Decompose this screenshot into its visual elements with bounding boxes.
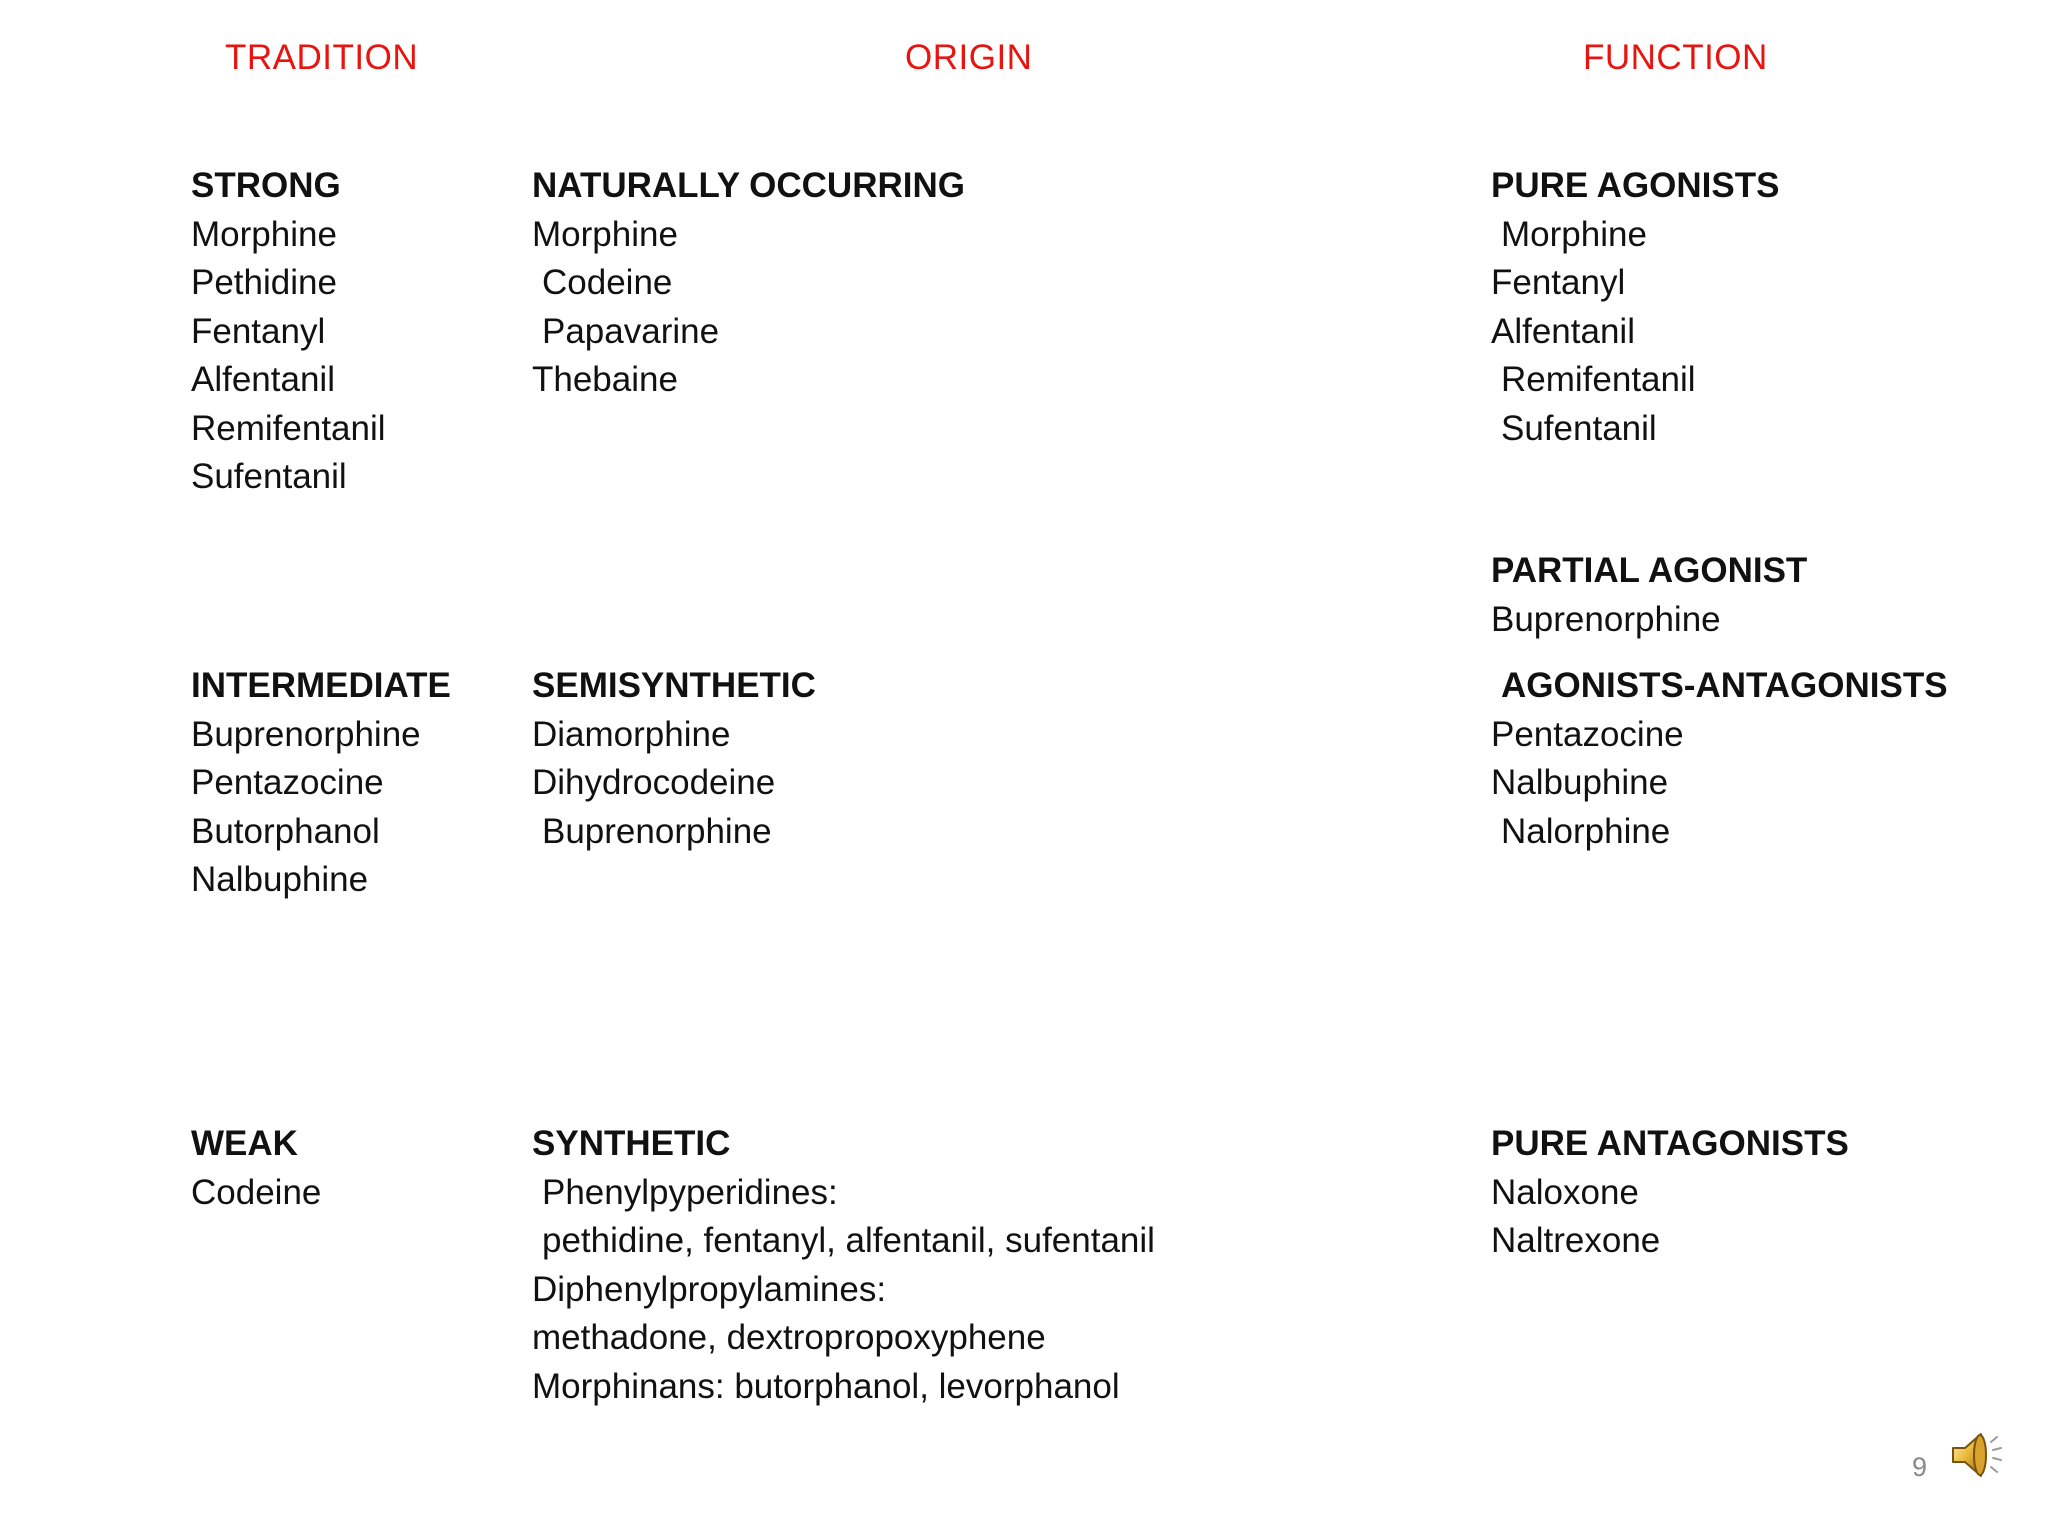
list-item: Codeine	[542, 263, 673, 302]
list-item: Alfentanil	[191, 360, 335, 399]
list-item: Fentanyl	[1491, 263, 1626, 302]
group-strong	[191, 162, 386, 502]
list-item: Remifentanil	[1501, 360, 1696, 399]
group-pure-antagonists	[1491, 1120, 1849, 1266]
list-item: Remifentanil	[191, 408, 386, 448]
list-item: Nalorphine	[1501, 811, 1671, 851]
group-title: AGONISTS-ANTAGONISTS	[1501, 666, 1948, 705]
group-naturally-occurring	[532, 162, 965, 405]
list-item: Naloxone	[1491, 1172, 1639, 1212]
list-item: Nalbuphine	[1491, 763, 1669, 802]
list-item: Diphenylpropylamines:	[532, 1269, 887, 1309]
group-agonists-antagonists	[1491, 662, 1948, 856]
list-item: Dihydrocodeine	[532, 763, 776, 802]
group-title: INTERMEDIATE	[191, 666, 451, 705]
group-synthetic	[532, 1120, 1155, 1411]
group-pure-agonists	[1491, 162, 1779, 453]
list-item: Codeine	[191, 1172, 322, 1212]
list-item: Morphine	[191, 214, 337, 254]
list-item: Morphine	[532, 214, 678, 254]
group-title: STRONG	[191, 166, 341, 205]
group-weak	[191, 1120, 321, 1217]
list-item: Nalbuphine	[191, 860, 369, 899]
list-item: Sufentanil	[191, 457, 347, 496]
list-item: Pentazocine	[1491, 714, 1684, 754]
group-title: SEMISYNTHETIC	[532, 666, 816, 705]
group-title: WEAK	[191, 1124, 298, 1163]
list-item: Pentazocine	[191, 763, 384, 802]
group-title: PURE AGONISTS	[1491, 166, 1780, 205]
list-item: Buprenorphine	[542, 811, 772, 851]
list-item: Sufentanil	[1501, 408, 1657, 448]
page-number: 9	[1912, 1452, 1928, 1482]
group-semisynthetic	[532, 662, 816, 856]
list-item: Phenylpyperidines:	[542, 1172, 838, 1212]
list-item: Alfentanil	[1491, 311, 1635, 351]
list-item: Fentanyl	[191, 311, 326, 351]
header-tradition: TRADITION	[225, 38, 419, 77]
group-title: SYNTHETIC	[532, 1124, 731, 1163]
group-intermediate	[191, 662, 451, 905]
group-title: PARTIAL AGONIST	[1491, 551, 1808, 590]
list-item: Morphinans: butorphanol, levorphanol	[532, 1366, 1120, 1406]
group-title: NATURALLY OCCURRING	[532, 166, 965, 205]
list-item: Papavarine	[542, 311, 720, 351]
list-item: Buprenorphine	[1491, 599, 1721, 639]
list-item: methadone, dextropropoxyphene	[532, 1318, 1046, 1357]
list-item: Naltrexone	[1491, 1221, 1661, 1260]
list-item: Morphine	[1501, 214, 1647, 254]
list-item: Thebaine	[532, 360, 678, 399]
list-item: Butorphanol	[191, 811, 380, 851]
list-item: Diamorphine	[532, 714, 731, 754]
list-item: Pethidine	[191, 263, 337, 302]
list-item: Buprenorphine	[191, 714, 421, 754]
group-partial-agonist	[1491, 547, 1807, 644]
header-function: FUNCTION	[1583, 38, 1768, 77]
group-title: PURE ANTAGONISTS	[1491, 1124, 1849, 1163]
header-origin: ORIGIN	[905, 38, 1033, 77]
speaker-icon[interactable]	[1945, 1424, 2007, 1486]
list-item: pethidine, fentanyl, alfentanil, sufentanil	[542, 1221, 1155, 1260]
